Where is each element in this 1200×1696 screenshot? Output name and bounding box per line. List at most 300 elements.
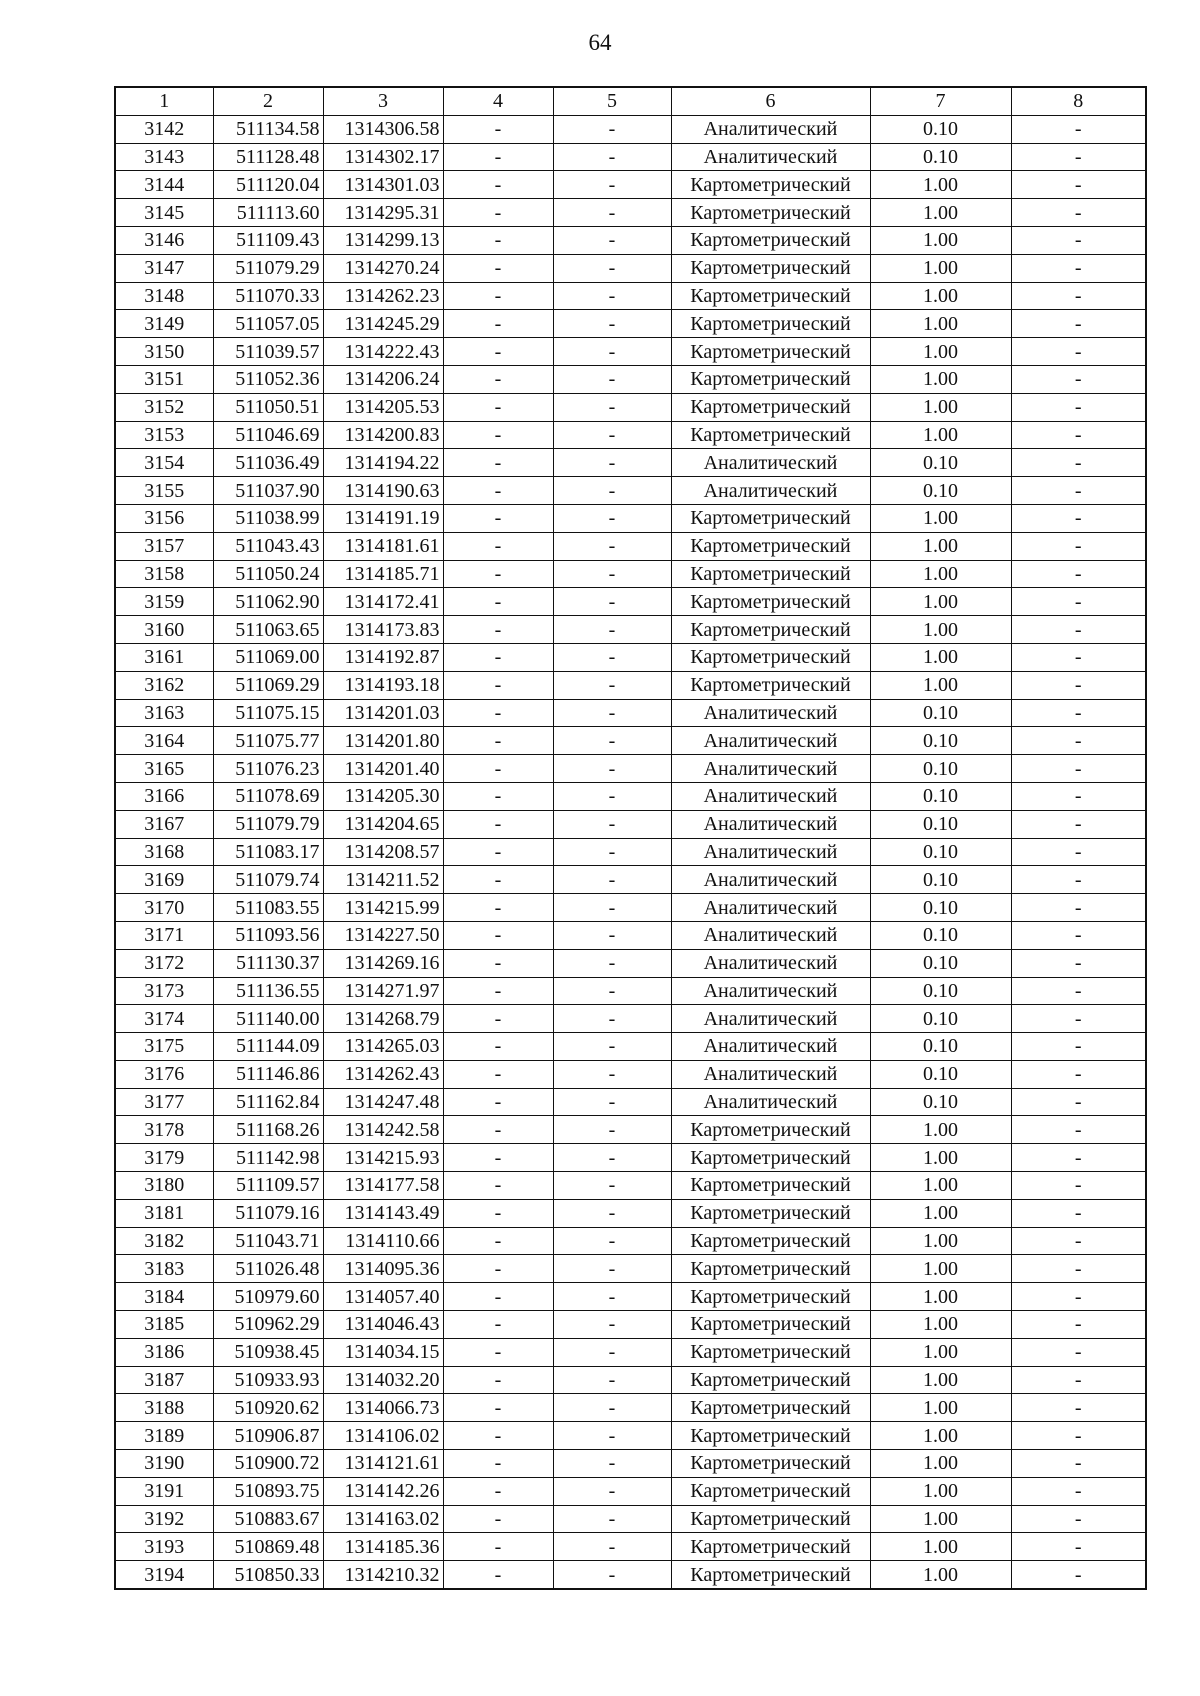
y-coordinate-cell: 1314201.80	[323, 727, 443, 755]
x-coordinate-cell: 511083.17	[213, 838, 323, 866]
col4-cell: -	[443, 1505, 553, 1533]
y-coordinate-cell: 1314211.52	[323, 866, 443, 894]
method-cell: Картометрический	[671, 393, 870, 421]
point-number-cell: 3144	[115, 171, 213, 199]
y-coordinate-cell: 1314121.61	[323, 1450, 443, 1478]
col8-cell: -	[1011, 199, 1146, 227]
x-coordinate-cell: 511168.26	[213, 1116, 323, 1144]
col5-cell: -	[553, 282, 671, 310]
method-cell: Картометрический	[671, 1311, 870, 1339]
col5-cell: -	[553, 1144, 671, 1172]
accuracy-cell: 0.10	[870, 755, 1011, 783]
col8-cell: -	[1011, 226, 1146, 254]
col8-cell: -	[1011, 393, 1146, 421]
x-coordinate-cell: 511113.60	[213, 199, 323, 227]
col4-cell: -	[443, 1477, 553, 1505]
x-coordinate-cell: 510883.67	[213, 1505, 323, 1533]
x-coordinate-cell: 511146.86	[213, 1060, 323, 1088]
table-row	[115, 616, 1146, 644]
y-coordinate-cell: 1314142.26	[323, 1477, 443, 1505]
method-cell: Аналитический	[671, 949, 870, 977]
col8-cell: -	[1011, 1533, 1146, 1561]
point-number-cell: 3177	[115, 1088, 213, 1116]
x-coordinate-cell: 510869.48	[213, 1533, 323, 1561]
point-number-cell: 3152	[115, 393, 213, 421]
accuracy-cell: 1.00	[870, 171, 1011, 199]
y-coordinate-cell: 1314193.18	[323, 671, 443, 699]
method-cell: Картометрический	[671, 310, 870, 338]
col8-cell: -	[1011, 338, 1146, 366]
accuracy-cell: 1.00	[870, 588, 1011, 616]
y-coordinate-cell: 1314210.32	[323, 1561, 443, 1589]
table-row	[115, 671, 1146, 699]
col4-cell: -	[443, 1533, 553, 1561]
col8-cell: -	[1011, 1199, 1146, 1227]
table-row	[115, 1255, 1146, 1283]
col8-cell: -	[1011, 115, 1146, 143]
table-row	[115, 1505, 1146, 1533]
table-row	[115, 699, 1146, 727]
x-coordinate-cell: 511093.56	[213, 921, 323, 949]
accuracy-cell: 0.10	[870, 449, 1011, 477]
method-cell: Картометрический	[671, 1533, 870, 1561]
point-number-cell: 3171	[115, 921, 213, 949]
table-row	[115, 866, 1146, 894]
coordinates-table	[114, 86, 1147, 1590]
col5-cell: -	[553, 699, 671, 727]
method-cell: Аналитический	[671, 1088, 870, 1116]
method-cell: Аналитический	[671, 1060, 870, 1088]
y-coordinate-cell: 1314242.58	[323, 1116, 443, 1144]
point-number-cell: 3146	[115, 226, 213, 254]
col4-cell: -	[443, 616, 553, 644]
col4-cell: -	[443, 1144, 553, 1172]
method-cell: Аналитический	[671, 782, 870, 810]
table-row	[115, 1422, 1146, 1450]
accuracy-cell: 1.00	[870, 1394, 1011, 1422]
method-cell: Картометрический	[671, 1450, 870, 1478]
accuracy-cell: 0.10	[870, 477, 1011, 505]
accuracy-cell: 0.10	[870, 949, 1011, 977]
col8-cell: -	[1011, 1033, 1146, 1061]
y-coordinate-cell: 1314205.30	[323, 782, 443, 810]
col8-cell: -	[1011, 616, 1146, 644]
accuracy-cell: 0.10	[870, 782, 1011, 810]
x-coordinate-cell: 511162.84	[213, 1088, 323, 1116]
accuracy-cell: 1.00	[870, 226, 1011, 254]
col4-cell: -	[443, 254, 553, 282]
method-cell: Картометрический	[671, 254, 870, 282]
accuracy-cell: 0.10	[870, 1005, 1011, 1033]
accuracy-cell: 1.00	[870, 310, 1011, 338]
x-coordinate-cell: 511076.23	[213, 755, 323, 783]
col4-cell: -	[443, 1116, 553, 1144]
col5-cell: -	[553, 504, 671, 532]
method-cell: Аналитический	[671, 1033, 870, 1061]
method-cell: Картометрический	[671, 560, 870, 588]
x-coordinate-cell: 511134.58	[213, 115, 323, 143]
method-cell: Аналитический	[671, 1005, 870, 1033]
method-cell: Картометрический	[671, 1116, 870, 1144]
col4-cell: -	[443, 171, 553, 199]
accuracy-cell: 1.00	[870, 616, 1011, 644]
y-coordinate-cell: 1314206.24	[323, 365, 443, 393]
col5-cell: -	[553, 838, 671, 866]
y-coordinate-cell: 1314299.13	[323, 226, 443, 254]
table-row	[115, 310, 1146, 338]
y-coordinate-cell: 1314200.83	[323, 421, 443, 449]
y-coordinate-cell: 1314245.29	[323, 310, 443, 338]
y-coordinate-cell: 1314269.16	[323, 949, 443, 977]
y-coordinate-cell: 1314205.53	[323, 393, 443, 421]
col5-cell: -	[553, 143, 671, 171]
col8-cell: -	[1011, 1088, 1146, 1116]
table-row	[115, 782, 1146, 810]
col8-cell: -	[1011, 921, 1146, 949]
col5-cell: -	[553, 1366, 671, 1394]
col4-cell: -	[443, 532, 553, 560]
accuracy-cell: 0.10	[870, 143, 1011, 171]
point-number-cell: 3149	[115, 310, 213, 338]
col5-cell: -	[553, 449, 671, 477]
col5-cell: -	[553, 616, 671, 644]
col4-cell: -	[443, 949, 553, 977]
method-cell: Картометрический	[671, 171, 870, 199]
col4-cell: -	[443, 282, 553, 310]
point-number-cell: 3186	[115, 1338, 213, 1366]
x-coordinate-cell: 511140.00	[213, 1005, 323, 1033]
x-coordinate-cell: 511050.51	[213, 393, 323, 421]
x-coordinate-cell: 510893.75	[213, 1477, 323, 1505]
point-number-cell: 3183	[115, 1255, 213, 1283]
table-row	[115, 449, 1146, 477]
accuracy-cell: 1.00	[870, 1255, 1011, 1283]
col4-cell: -	[443, 310, 553, 338]
col4-cell: -	[443, 1283, 553, 1311]
col5-cell: -	[553, 310, 671, 338]
col5-cell: -	[553, 921, 671, 949]
x-coordinate-cell: 511026.48	[213, 1255, 323, 1283]
x-coordinate-cell: 511038.99	[213, 504, 323, 532]
table-row	[115, 838, 1146, 866]
col5-cell: -	[553, 1477, 671, 1505]
x-coordinate-cell: 511069.00	[213, 643, 323, 671]
point-number-cell: 3151	[115, 365, 213, 393]
point-number-cell: 3162	[115, 671, 213, 699]
point-number-cell: 3150	[115, 338, 213, 366]
col5-cell: -	[553, 1088, 671, 1116]
x-coordinate-cell: 511052.36	[213, 365, 323, 393]
y-coordinate-cell: 1314268.79	[323, 1005, 443, 1033]
col5-cell: -	[553, 1116, 671, 1144]
point-number-cell: 3148	[115, 282, 213, 310]
point-number-cell: 3164	[115, 727, 213, 755]
point-number-cell: 3184	[115, 1283, 213, 1311]
y-coordinate-cell: 1314173.83	[323, 616, 443, 644]
table-row	[115, 588, 1146, 616]
col8-cell: -	[1011, 365, 1146, 393]
col8-cell: -	[1011, 282, 1146, 310]
method-cell: Аналитический	[671, 727, 870, 755]
point-number-cell: 3187	[115, 1366, 213, 1394]
method-cell: Аналитический	[671, 115, 870, 143]
table-row	[115, 755, 1146, 783]
column-header: 2	[213, 87, 323, 115]
accuracy-cell: 1.00	[870, 1144, 1011, 1172]
col5-cell: -	[553, 532, 671, 560]
col5-cell: -	[553, 365, 671, 393]
table-row	[115, 532, 1146, 560]
col4-cell: -	[443, 477, 553, 505]
col8-cell: -	[1011, 504, 1146, 532]
method-cell: Картометрический	[671, 1144, 870, 1172]
table-row	[115, 1366, 1146, 1394]
y-coordinate-cell: 1314066.73	[323, 1394, 443, 1422]
y-coordinate-cell: 1314095.36	[323, 1255, 443, 1283]
x-coordinate-cell: 511075.15	[213, 699, 323, 727]
col5-cell: -	[553, 1422, 671, 1450]
col4-cell: -	[443, 1227, 553, 1255]
col5-cell: -	[553, 949, 671, 977]
col8-cell: -	[1011, 1422, 1146, 1450]
accuracy-cell: 1.00	[870, 199, 1011, 227]
col4-cell: -	[443, 588, 553, 616]
accuracy-cell: 1.00	[870, 560, 1011, 588]
table-row	[115, 171, 1146, 199]
accuracy-cell: 1.00	[870, 1533, 1011, 1561]
col5-cell: -	[553, 894, 671, 922]
y-coordinate-cell: 1314247.48	[323, 1088, 443, 1116]
point-number-cell: 3153	[115, 421, 213, 449]
method-cell: Картометрический	[671, 282, 870, 310]
x-coordinate-cell: 510850.33	[213, 1561, 323, 1589]
table-row	[115, 365, 1146, 393]
col8-cell: -	[1011, 755, 1146, 783]
col4-cell: -	[443, 1394, 553, 1422]
method-cell: Картометрический	[671, 671, 870, 699]
col8-cell: -	[1011, 1338, 1146, 1366]
col5-cell: -	[553, 1533, 671, 1561]
point-number-cell: 3169	[115, 866, 213, 894]
table-row	[115, 560, 1146, 588]
table-row	[115, 226, 1146, 254]
point-number-cell: 3154	[115, 449, 213, 477]
col4-cell: -	[443, 1199, 553, 1227]
method-cell: Картометрический	[671, 1477, 870, 1505]
col8-cell: -	[1011, 560, 1146, 588]
col5-cell: -	[553, 421, 671, 449]
x-coordinate-cell: 511078.69	[213, 782, 323, 810]
column-header: 1	[115, 87, 213, 115]
table-row	[115, 1144, 1146, 1172]
method-cell: Картометрический	[671, 421, 870, 449]
col4-cell: -	[443, 866, 553, 894]
accuracy-cell: 1.00	[870, 338, 1011, 366]
y-coordinate-cell: 1314191.19	[323, 504, 443, 532]
column-header: 8	[1011, 87, 1146, 115]
col4-cell: -	[443, 894, 553, 922]
col8-cell: -	[1011, 1311, 1146, 1339]
accuracy-cell: 0.10	[870, 838, 1011, 866]
column-header: 4	[443, 87, 553, 115]
accuracy-cell: 1.00	[870, 282, 1011, 310]
col8-cell: -	[1011, 977, 1146, 1005]
table-row	[115, 894, 1146, 922]
point-number-cell: 3165	[115, 755, 213, 783]
point-number-cell: 3145	[115, 199, 213, 227]
col5-cell: -	[553, 338, 671, 366]
accuracy-cell: 0.10	[870, 115, 1011, 143]
col5-cell: -	[553, 1561, 671, 1589]
col8-cell: -	[1011, 1005, 1146, 1033]
table-row	[115, 1060, 1146, 1088]
table-row	[115, 254, 1146, 282]
col4-cell: -	[443, 1088, 553, 1116]
accuracy-cell: 1.00	[870, 1338, 1011, 1366]
method-cell: Аналитический	[671, 977, 870, 1005]
method-cell: Аналитический	[671, 755, 870, 783]
accuracy-cell: 0.10	[870, 866, 1011, 894]
x-coordinate-cell: 510900.72	[213, 1450, 323, 1478]
method-cell: Аналитический	[671, 838, 870, 866]
col5-cell: -	[553, 477, 671, 505]
col5-cell: -	[553, 810, 671, 838]
y-coordinate-cell: 1314185.71	[323, 560, 443, 588]
accuracy-cell: 0.10	[870, 727, 1011, 755]
table-header-row	[115, 87, 1146, 115]
col4-cell: -	[443, 1311, 553, 1339]
accuracy-cell: 1.00	[870, 1450, 1011, 1478]
y-coordinate-cell: 1314301.03	[323, 171, 443, 199]
y-coordinate-cell: 1314201.40	[323, 755, 443, 783]
x-coordinate-cell: 510906.87	[213, 1422, 323, 1450]
col8-cell: -	[1011, 1255, 1146, 1283]
point-number-cell: 3182	[115, 1227, 213, 1255]
col5-cell: -	[553, 643, 671, 671]
col4-cell: -	[443, 143, 553, 171]
accuracy-cell: 1.00	[870, 532, 1011, 560]
method-cell: Картометрический	[671, 616, 870, 644]
col4-cell: -	[443, 504, 553, 532]
point-number-cell: 3174	[115, 1005, 213, 1033]
accuracy-cell: 1.00	[870, 1561, 1011, 1589]
page-number: 64	[588, 30, 612, 55]
accuracy-cell: 0.10	[870, 921, 1011, 949]
col8-cell: -	[1011, 310, 1146, 338]
method-cell: Картометрический	[671, 1255, 870, 1283]
x-coordinate-cell: 511109.43	[213, 226, 323, 254]
table-row	[115, 115, 1146, 143]
point-number-cell: 3172	[115, 949, 213, 977]
col8-cell: -	[1011, 1477, 1146, 1505]
point-number-cell: 3147	[115, 254, 213, 282]
col8-cell: -	[1011, 894, 1146, 922]
y-coordinate-cell: 1314057.40	[323, 1283, 443, 1311]
col5-cell: -	[553, 782, 671, 810]
col8-cell: -	[1011, 1172, 1146, 1200]
col4-cell: -	[443, 1422, 553, 1450]
y-coordinate-cell: 1314302.17	[323, 143, 443, 171]
point-number-cell: 3170	[115, 894, 213, 922]
col5-cell: -	[553, 977, 671, 1005]
y-coordinate-cell: 1314143.49	[323, 1199, 443, 1227]
col4-cell: -	[443, 782, 553, 810]
col8-cell: -	[1011, 588, 1146, 616]
col5-cell: -	[553, 199, 671, 227]
col5-cell: -	[553, 1283, 671, 1311]
accuracy-cell: 1.00	[870, 1199, 1011, 1227]
point-number-cell: 3188	[115, 1394, 213, 1422]
col4-cell: -	[443, 421, 553, 449]
table-row	[115, 199, 1146, 227]
col4-cell: -	[443, 671, 553, 699]
col4-cell: -	[443, 838, 553, 866]
y-coordinate-cell: 1314222.43	[323, 338, 443, 366]
col8-cell: -	[1011, 866, 1146, 894]
table-row	[115, 1394, 1146, 1422]
col5-cell: -	[553, 671, 671, 699]
point-number-cell: 3191	[115, 1477, 213, 1505]
accuracy-cell: 1.00	[870, 671, 1011, 699]
method-cell: Аналитический	[671, 143, 870, 171]
col5-cell: -	[553, 254, 671, 282]
table-row	[115, 1311, 1146, 1339]
table-row	[115, 1533, 1146, 1561]
table-row	[115, 1199, 1146, 1227]
col5-cell: -	[553, 1005, 671, 1033]
col4-cell: -	[443, 727, 553, 755]
col4-cell: -	[443, 1060, 553, 1088]
table-body	[115, 115, 1146, 1589]
table-row	[115, 1172, 1146, 1200]
col4-cell: -	[443, 1366, 553, 1394]
col5-cell: -	[553, 560, 671, 588]
point-number-cell: 3181	[115, 1199, 213, 1227]
col4-cell: -	[443, 449, 553, 477]
accuracy-cell: 1.00	[870, 1505, 1011, 1533]
table-row	[115, 949, 1146, 977]
y-coordinate-cell: 1314190.63	[323, 477, 443, 505]
col4-cell: -	[443, 1033, 553, 1061]
col8-cell: -	[1011, 171, 1146, 199]
column-header: 5	[553, 87, 671, 115]
x-coordinate-cell: 510933.93	[213, 1366, 323, 1394]
table-row	[115, 643, 1146, 671]
col4-cell: -	[443, 1172, 553, 1200]
y-coordinate-cell: 1314262.23	[323, 282, 443, 310]
col4-cell: -	[443, 365, 553, 393]
accuracy-cell: 1.00	[870, 1116, 1011, 1144]
col5-cell: -	[553, 226, 671, 254]
point-number-cell: 3167	[115, 810, 213, 838]
y-coordinate-cell: 1314215.99	[323, 894, 443, 922]
col5-cell: -	[553, 1172, 671, 1200]
accuracy-cell: 1.00	[870, 643, 1011, 671]
method-cell: Аналитический	[671, 449, 870, 477]
accuracy-cell: 0.10	[870, 810, 1011, 838]
x-coordinate-cell: 511109.57	[213, 1172, 323, 1200]
point-number-cell: 3193	[115, 1533, 213, 1561]
method-cell: Аналитический	[671, 810, 870, 838]
col8-cell: -	[1011, 699, 1146, 727]
method-cell: Картометрический	[671, 1199, 870, 1227]
col5-cell: -	[553, 171, 671, 199]
method-cell: Картометрический	[671, 532, 870, 560]
point-number-cell: 3160	[115, 616, 213, 644]
accuracy-cell: 1.00	[870, 1311, 1011, 1339]
method-cell: Картометрический	[671, 1505, 870, 1533]
point-number-cell: 3158	[115, 560, 213, 588]
